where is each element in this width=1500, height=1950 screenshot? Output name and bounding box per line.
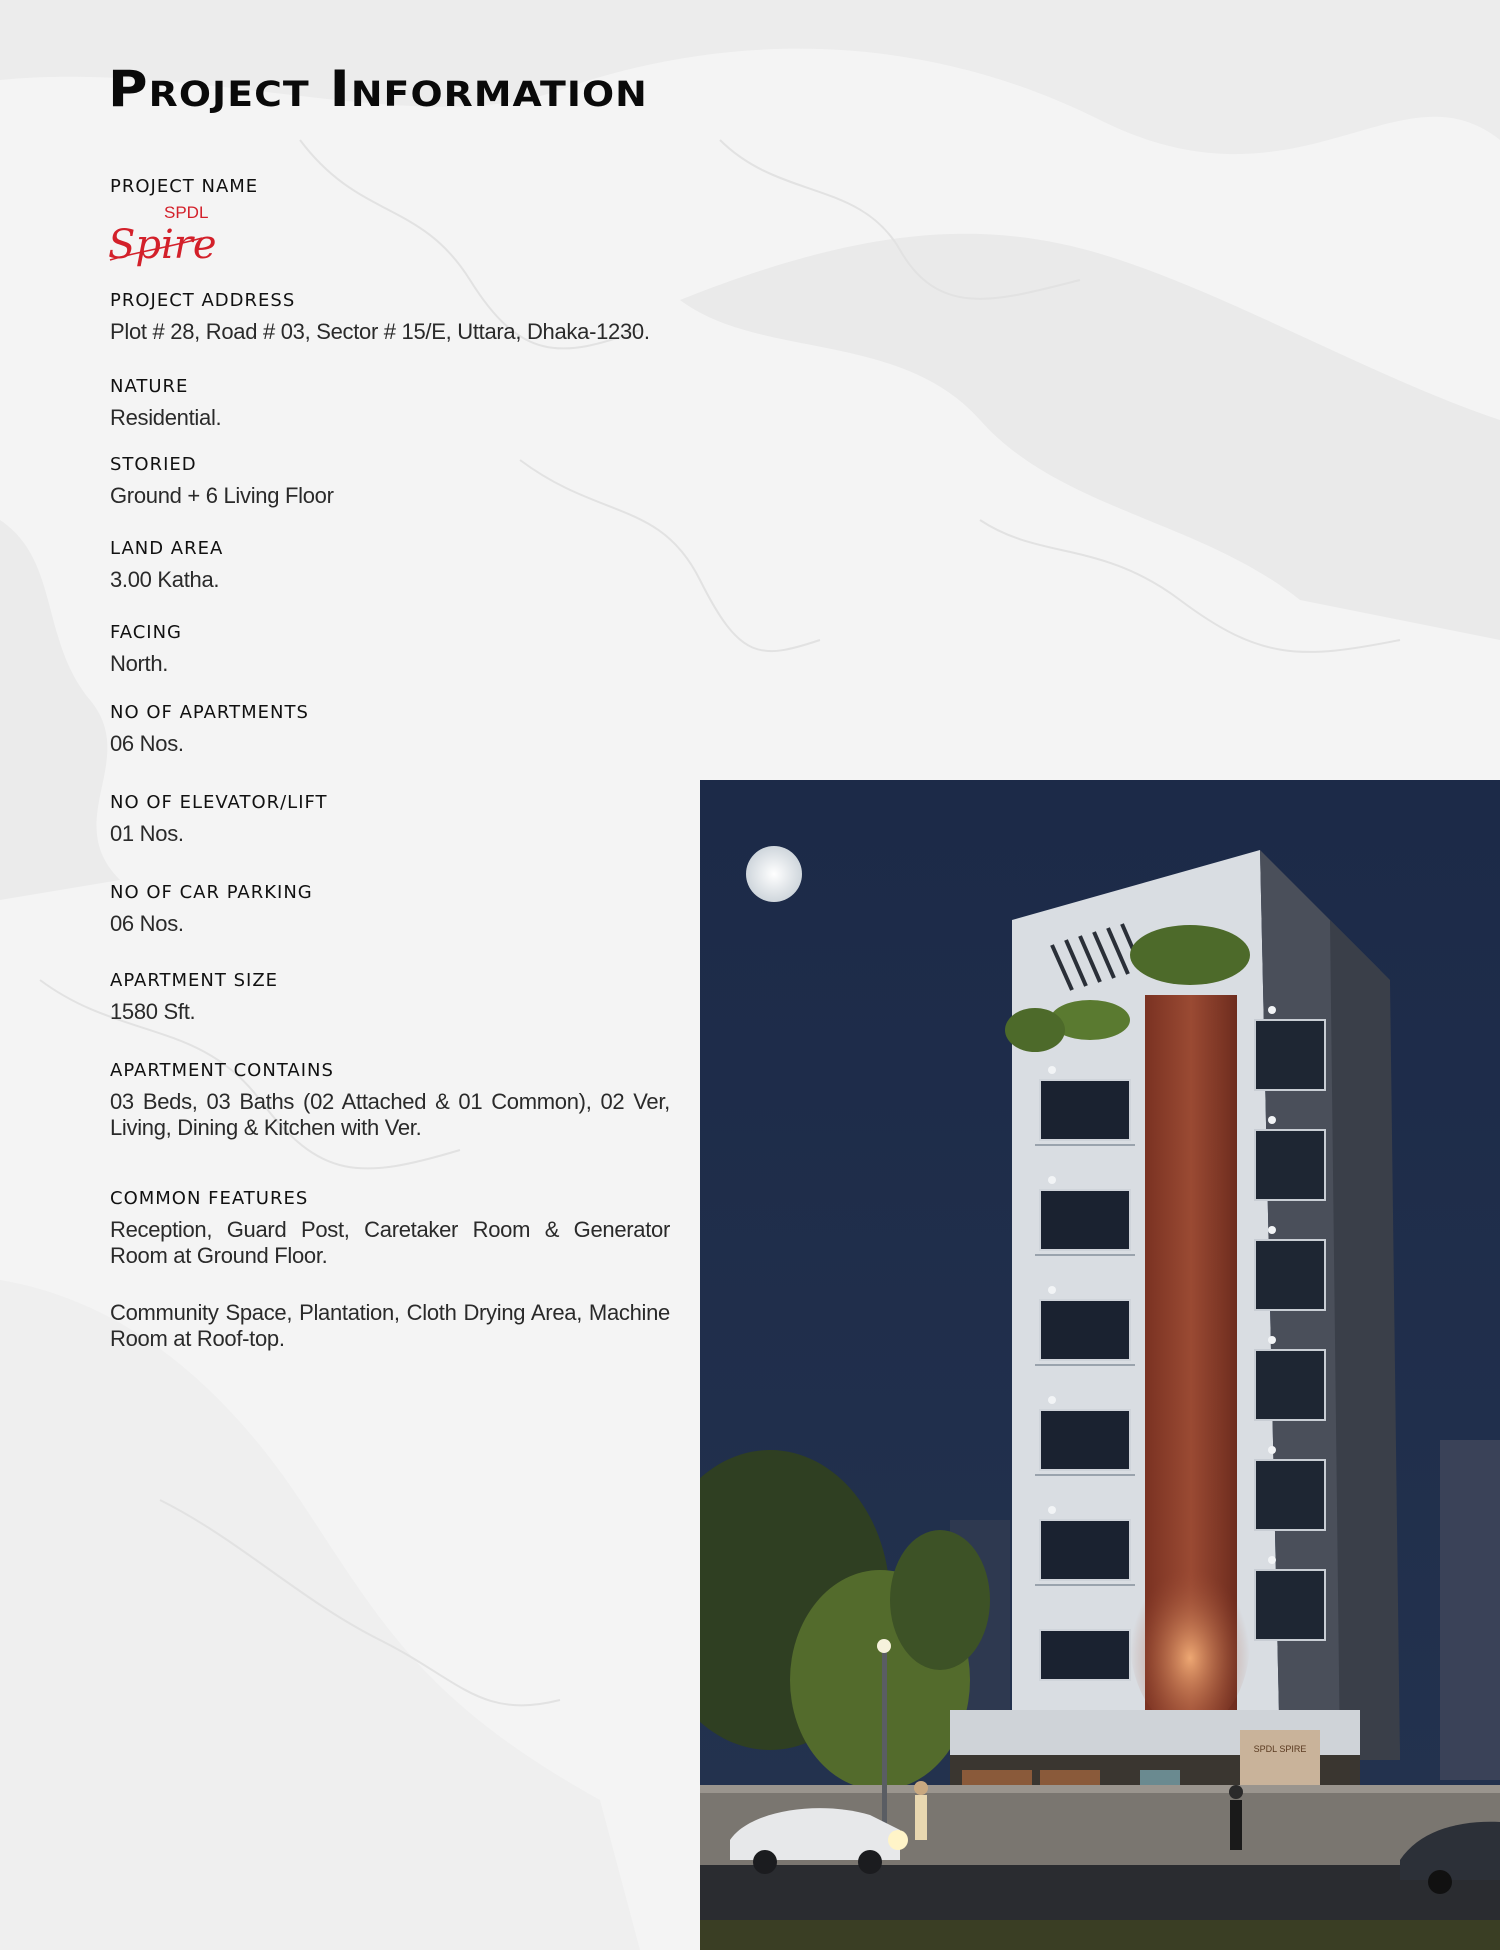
field-label: APARTMENT CONTAINS	[110, 1060, 334, 1081]
logo-script-text: Spire	[108, 222, 217, 268]
field-value: 3.00 Katha.	[110, 567, 220, 592]
field-label: LAND AREA	[110, 538, 224, 559]
field-value: 06 Nos.	[110, 911, 184, 936]
moon	[746, 846, 802, 902]
storied-field	[110, 454, 670, 509]
apartment-contains-field	[110, 1060, 670, 1142]
land-area-field	[110, 538, 670, 593]
spdl-spire-logo	[106, 198, 226, 270]
field-label: NO OF CAR PARKING	[110, 882, 313, 903]
field-value: 03 Beds, 03 Baths (02 Attached & 01 Common), 02 Ver, Living, Dining & Kitchen with Ver.	[110, 1089, 670, 1141]
field-label: PROJECT ADDRESS	[110, 290, 296, 311]
field-label: APARTMENT SIZE	[110, 970, 279, 991]
field-label: NATURE	[110, 376, 189, 397]
field-label: FACING	[110, 622, 182, 643]
field-label: NO OF APARTMENTS	[110, 702, 309, 723]
nature-field	[110, 376, 670, 431]
field-label: NO OF ELEVATOR/LIFT	[110, 792, 328, 813]
project-address-field	[110, 290, 670, 345]
apartments-field	[110, 702, 670, 757]
page-title: Project Information	[108, 60, 648, 118]
field-value: 06 Nos.	[110, 731, 184, 756]
logo-small-text: SPDL	[164, 203, 209, 222]
field-value: 1580 Sft.	[110, 999, 196, 1024]
field-value: 01 Nos.	[110, 821, 184, 846]
field-value-secondary: Community Space, Plantation, Cloth Drying Area, Machine Room at Roof-top.	[110, 1299, 670, 1352]
building-rendering	[700, 780, 1500, 1950]
project-name-label: PROJECT NAME	[110, 176, 259, 197]
car-parking-field	[110, 882, 670, 937]
common-features-field	[110, 1188, 670, 1353]
building-sign: SPDL SPIRE	[1253, 1744, 1307, 1754]
field-label: COMMON FEATURES	[110, 1188, 309, 1209]
elevator-field	[110, 792, 670, 847]
field-value: Ground + 6 Living Floor	[110, 483, 334, 508]
field-value: Residential.	[110, 405, 222, 430]
field-label: STORIED	[110, 454, 197, 475]
facing-field	[110, 622, 670, 677]
field-value: North.	[110, 651, 169, 676]
apartment-size-field	[110, 970, 670, 1025]
field-value: Plot # 28, Road # 03, Sector # 15/E, Uttara, Dhaka-1230.	[110, 319, 650, 344]
field-value: Reception, Guard Post, Caretaker Room & Generator Room at Ground Floor.	[110, 1217, 670, 1269]
